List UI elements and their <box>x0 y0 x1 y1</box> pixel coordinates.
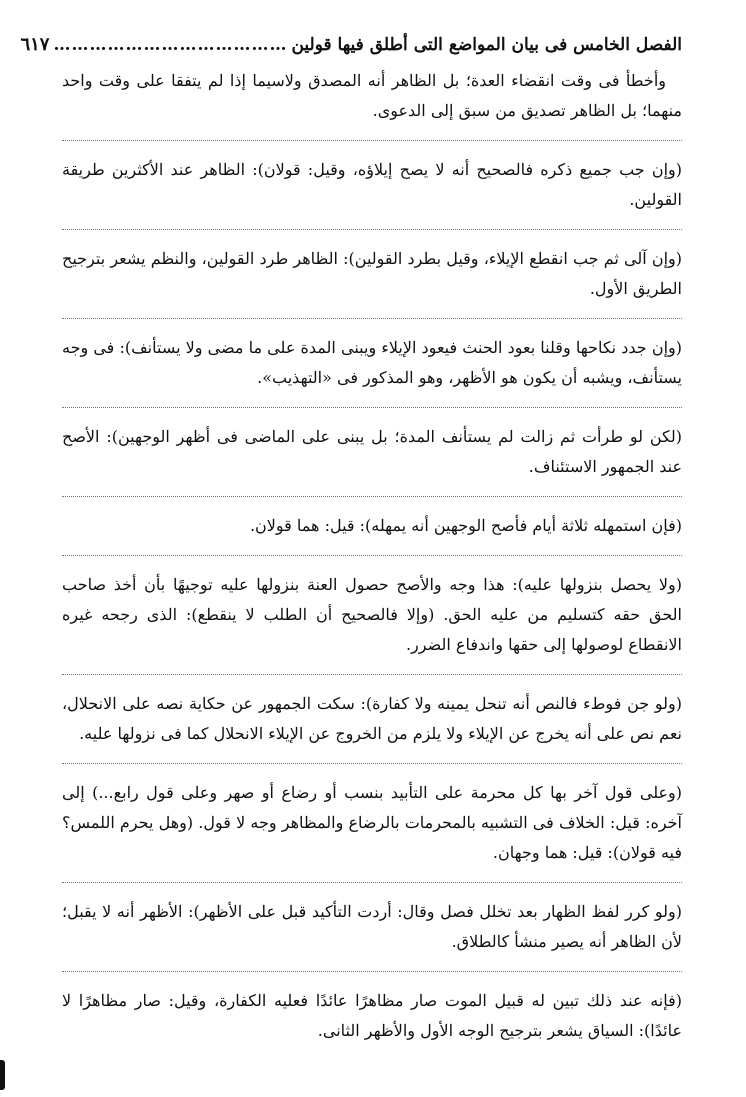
chapter-title: الفصل الخامس فى بيان المواضع التى أطلق فيها قولين <box>291 35 682 55</box>
text-block <box>62 244 682 304</box>
paragraph: (ولا يحصل بنزولها عليه): هذا وجه والأصح حصول العنة بنزولها عليه توجيهًا بأن أخذ صاحب الحق حقه كتسليم من عليه الحق. (وإلا فالصحيح أن الطلب لا ينقطع): الذى رجحه غيره الانقطاع لوصولها إلى حقها واندفاع الضرر. <box>62 575 682 654</box>
text-block <box>62 66 682 126</box>
paragraph: (وعلى قول آخر بها كل محرمة على التأبيد بنسب أو رضاع أو صهر وعلى قول رابع...) إلى آخره: قيل: الخلاف فى التشبيه بالمحرمات بالرضاع والمظاهر وجه لا قول. (وهل يحرم اللمس؟ فيه قولان): قيل: هما وجهان. <box>62 783 683 862</box>
section-divider <box>62 882 682 883</box>
section-divider <box>62 971 682 972</box>
running-header <box>20 30 682 64</box>
paragraph: (وإن جدد نكاحها وقلنا بعود الحنث فيعود الإيلاء ويبنى المدة على ما مضى ولا يستأنف): فى وجه يستأنف، ويشبه أن يكون هو الأظهر، وهو المذكور فى «التهذيب». <box>62 338 682 387</box>
paragraph: وأخطأ فى وقت انقضاء العدة؛ بل الظاهر أنه المصدق ولاسيما إذا لم يتفقا على وقت واحد منهما؛ بل الظاهر تصديق من سبق إلى الدعوى. <box>62 71 682 120</box>
paragraph: (فإنه عند ذلك تبين له قبيل الموت صار مظاهرًا عائدًا فعليه الكفارة، وقيل: صار مظاهرًا لا عائدًا): السياق يشعر بترجيح الوجه الأول والأظهر الثانى. <box>62 991 682 1040</box>
section-divider <box>62 318 682 319</box>
text-block <box>62 570 682 660</box>
paragraph: (وإن جب جميع ذكره فالصحيح أنه لا يصح إيلاؤه، وقيل: قولان): الظاهر عند الأكثرين طريقة القولين. <box>62 160 682 209</box>
section-divider <box>62 763 682 764</box>
paragraph: (فإن استمهله ثلاثة أيام فأصح الوجهين أنه يمهله): قيل: هما قولان. <box>249 516 682 535</box>
text-block <box>62 511 682 541</box>
text-block <box>62 897 682 957</box>
page-number: ٦١٧ <box>20 34 50 55</box>
text-block <box>62 333 682 393</box>
section-divider <box>62 229 682 230</box>
page-edge-mark <box>0 1060 5 1090</box>
paragraph: (وإن آلى ثم جب انقطع الإيلاء، وقيل بطرد القولين): الظاهر طرد القولين، والنظم يشعر بترجيح الطريق الأول. <box>62 249 682 298</box>
text-block <box>62 155 682 215</box>
paragraph: (ولو جن فوطء فالنص أنه تنحل يمينه ولا كفارة): سكت الجمهور عن حكاية نصه على الانحلال، نعم نص على أنه يخرج عن الإيلاء ولا يلزم من الخروج عن الإيلاء الانحلال كما فى نزولها عليه. <box>62 694 683 743</box>
text-block <box>62 422 682 482</box>
leader-dots: ………………………………… <box>53 35 288 55</box>
section-divider <box>62 140 682 141</box>
text-block <box>62 689 682 749</box>
text-block <box>62 778 682 868</box>
page-body <box>62 66 682 1046</box>
section-divider <box>62 496 682 497</box>
text-block <box>62 986 682 1046</box>
section-divider <box>62 674 682 675</box>
paragraph: (ولو كرر لفظ الظهار بعد تخلل فصل وقال: أردت التأكيد قبل على الأظهر): الأظهر أنه لا يقبل؛ لأن الظاهر أنه يصير منشأ كالطلاق. <box>62 902 682 951</box>
section-divider <box>62 555 682 556</box>
paragraph: (لكن لو طرأت ثم زالت لم يستأنف المدة؛ بل يبنى على الماضى فى أظهر الوجهين): الأصح عند الجمهور الاستئناف. <box>62 427 682 476</box>
section-divider <box>62 407 682 408</box>
